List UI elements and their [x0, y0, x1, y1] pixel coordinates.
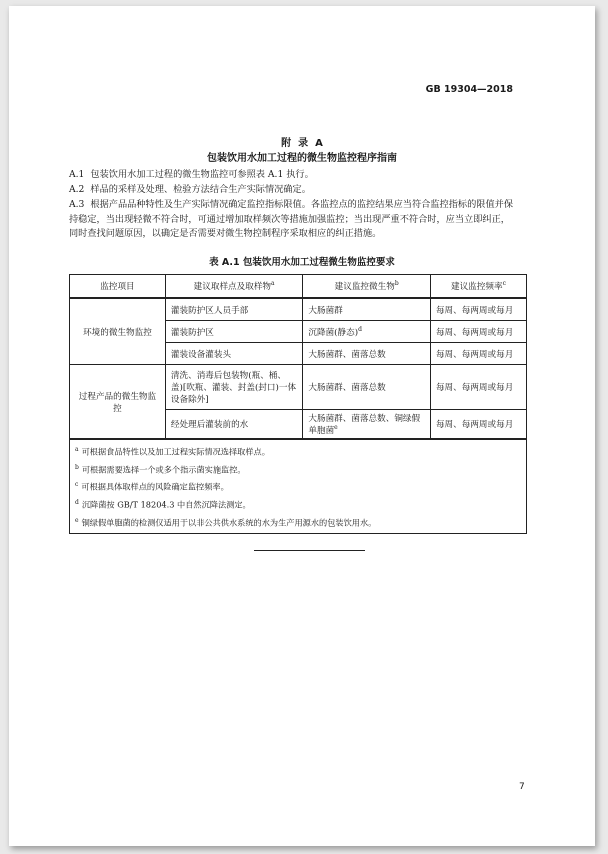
- table-note: $^b$ 可根据需要选择一个或多个指示菌实施监控。: [75, 463, 246, 475]
- point-cell: 灌装防护区: [165, 321, 302, 343]
- micro-cell: 大肠菌群、菌落总数、铜绿假单胞菌$^e$: [303, 410, 431, 440]
- freq-cell: 每周、每两周或每月: [430, 410, 526, 440]
- header-item: 监控项目: [70, 275, 166, 299]
- document-page: [9, 6, 595, 846]
- end-divider: [254, 550, 365, 551]
- table-note: $^c$ 可根据具体取样点的风险确定监控频率。: [75, 481, 229, 493]
- appendix-subtitle: 包装饮用水加工过程的微生物监控程序指南: [207, 153, 397, 164]
- monitoring-table: [69, 274, 527, 534]
- clause-a2: [69, 183, 519, 198]
- micro-cell: 大肠菌群、菌落总数: [303, 343, 431, 365]
- table-header-row: [70, 275, 527, 299]
- table-note: $^e$ 铜绿假单胞菌的检测仅适用于以非公共供水系统的水为生产用源水的包装饮用水。: [75, 516, 377, 528]
- header-point: 建议取样点及取样物$^a$: [165, 275, 302, 299]
- freq-cell: 每周、每两周或每月: [430, 343, 526, 365]
- clause-number: A.2: [69, 184, 85, 195]
- point-cell: 清洗、消毒后包装物(瓶、桶、盖)[吹瓶、灌装、封盖(封口)一体设备除外]: [165, 365, 302, 410]
- freq-cell: 每周、每两周或每月: [430, 365, 526, 410]
- point-cell: 经处理后灌装前的水: [165, 410, 302, 440]
- category-cell: 环境的微生物监控: [70, 298, 166, 365]
- clause-text: 根据产品品种特性及生产实际情况确定监控指标限值。各监控点的监控结果应当符合监控指标的限值并保持稳定，当出现轻微不符合时，可通过增加取样频次等措施加强监控；当出现严重不符合时，应当立即纠正，同时查找问题原因，以确定是否需要对微生物控制程序采取相应的纠正措施。: [69, 199, 514, 239]
- micro-cell: 沉降菌(静态)$^d$: [303, 321, 431, 343]
- clause-text: 样品的采样及处理、检验方法结合生产实际情况确定。: [90, 184, 311, 195]
- table-note: $^a$ 可根据食品特性以及加工过程实际情况选择取样点。: [75, 446, 270, 457]
- table-notes: [70, 439, 527, 533]
- freq-cell: 每周、每两周或每月: [430, 298, 526, 321]
- clause-number: A.1: [69, 169, 85, 180]
- table-note: $^d$ 沉降菌按 GB/T 18204.3 中自然沉降法测定。: [75, 499, 251, 510]
- micro-cell: 大肠菌群、菌落总数: [303, 365, 431, 410]
- micro-cell: 大肠菌群: [303, 298, 431, 321]
- point-cell: 灌装防护区人员手部: [165, 298, 302, 321]
- header-micro: 建议监控微生物$^b$: [303, 275, 431, 299]
- clause-a1: [69, 168, 519, 183]
- table-row: [70, 298, 527, 321]
- freq-cell: 每周、每两周或每月: [430, 321, 526, 343]
- appendix-title: 附 录 A: [281, 138, 323, 149]
- clause-number: A.3: [69, 199, 85, 210]
- clause-a3: [69, 198, 519, 242]
- header-freq: 建议监控频率$^c$: [430, 275, 526, 299]
- standard-number: GB 19304—2018: [425, 84, 513, 95]
- table-row: [70, 365, 527, 410]
- table-notes-row: [70, 439, 527, 533]
- clause-text: 包装饮用水加工过程的微生物监控可参照表 A.1 执行。: [90, 169, 314, 180]
- page-number: 7: [519, 782, 525, 792]
- category-cell: 过程产品的微生物监控: [70, 365, 166, 440]
- table-caption: 表 A.1 包装饮用水加工过程微生物监控要求: [209, 257, 395, 268]
- point-cell: 灌装设备灌装头: [165, 343, 302, 365]
